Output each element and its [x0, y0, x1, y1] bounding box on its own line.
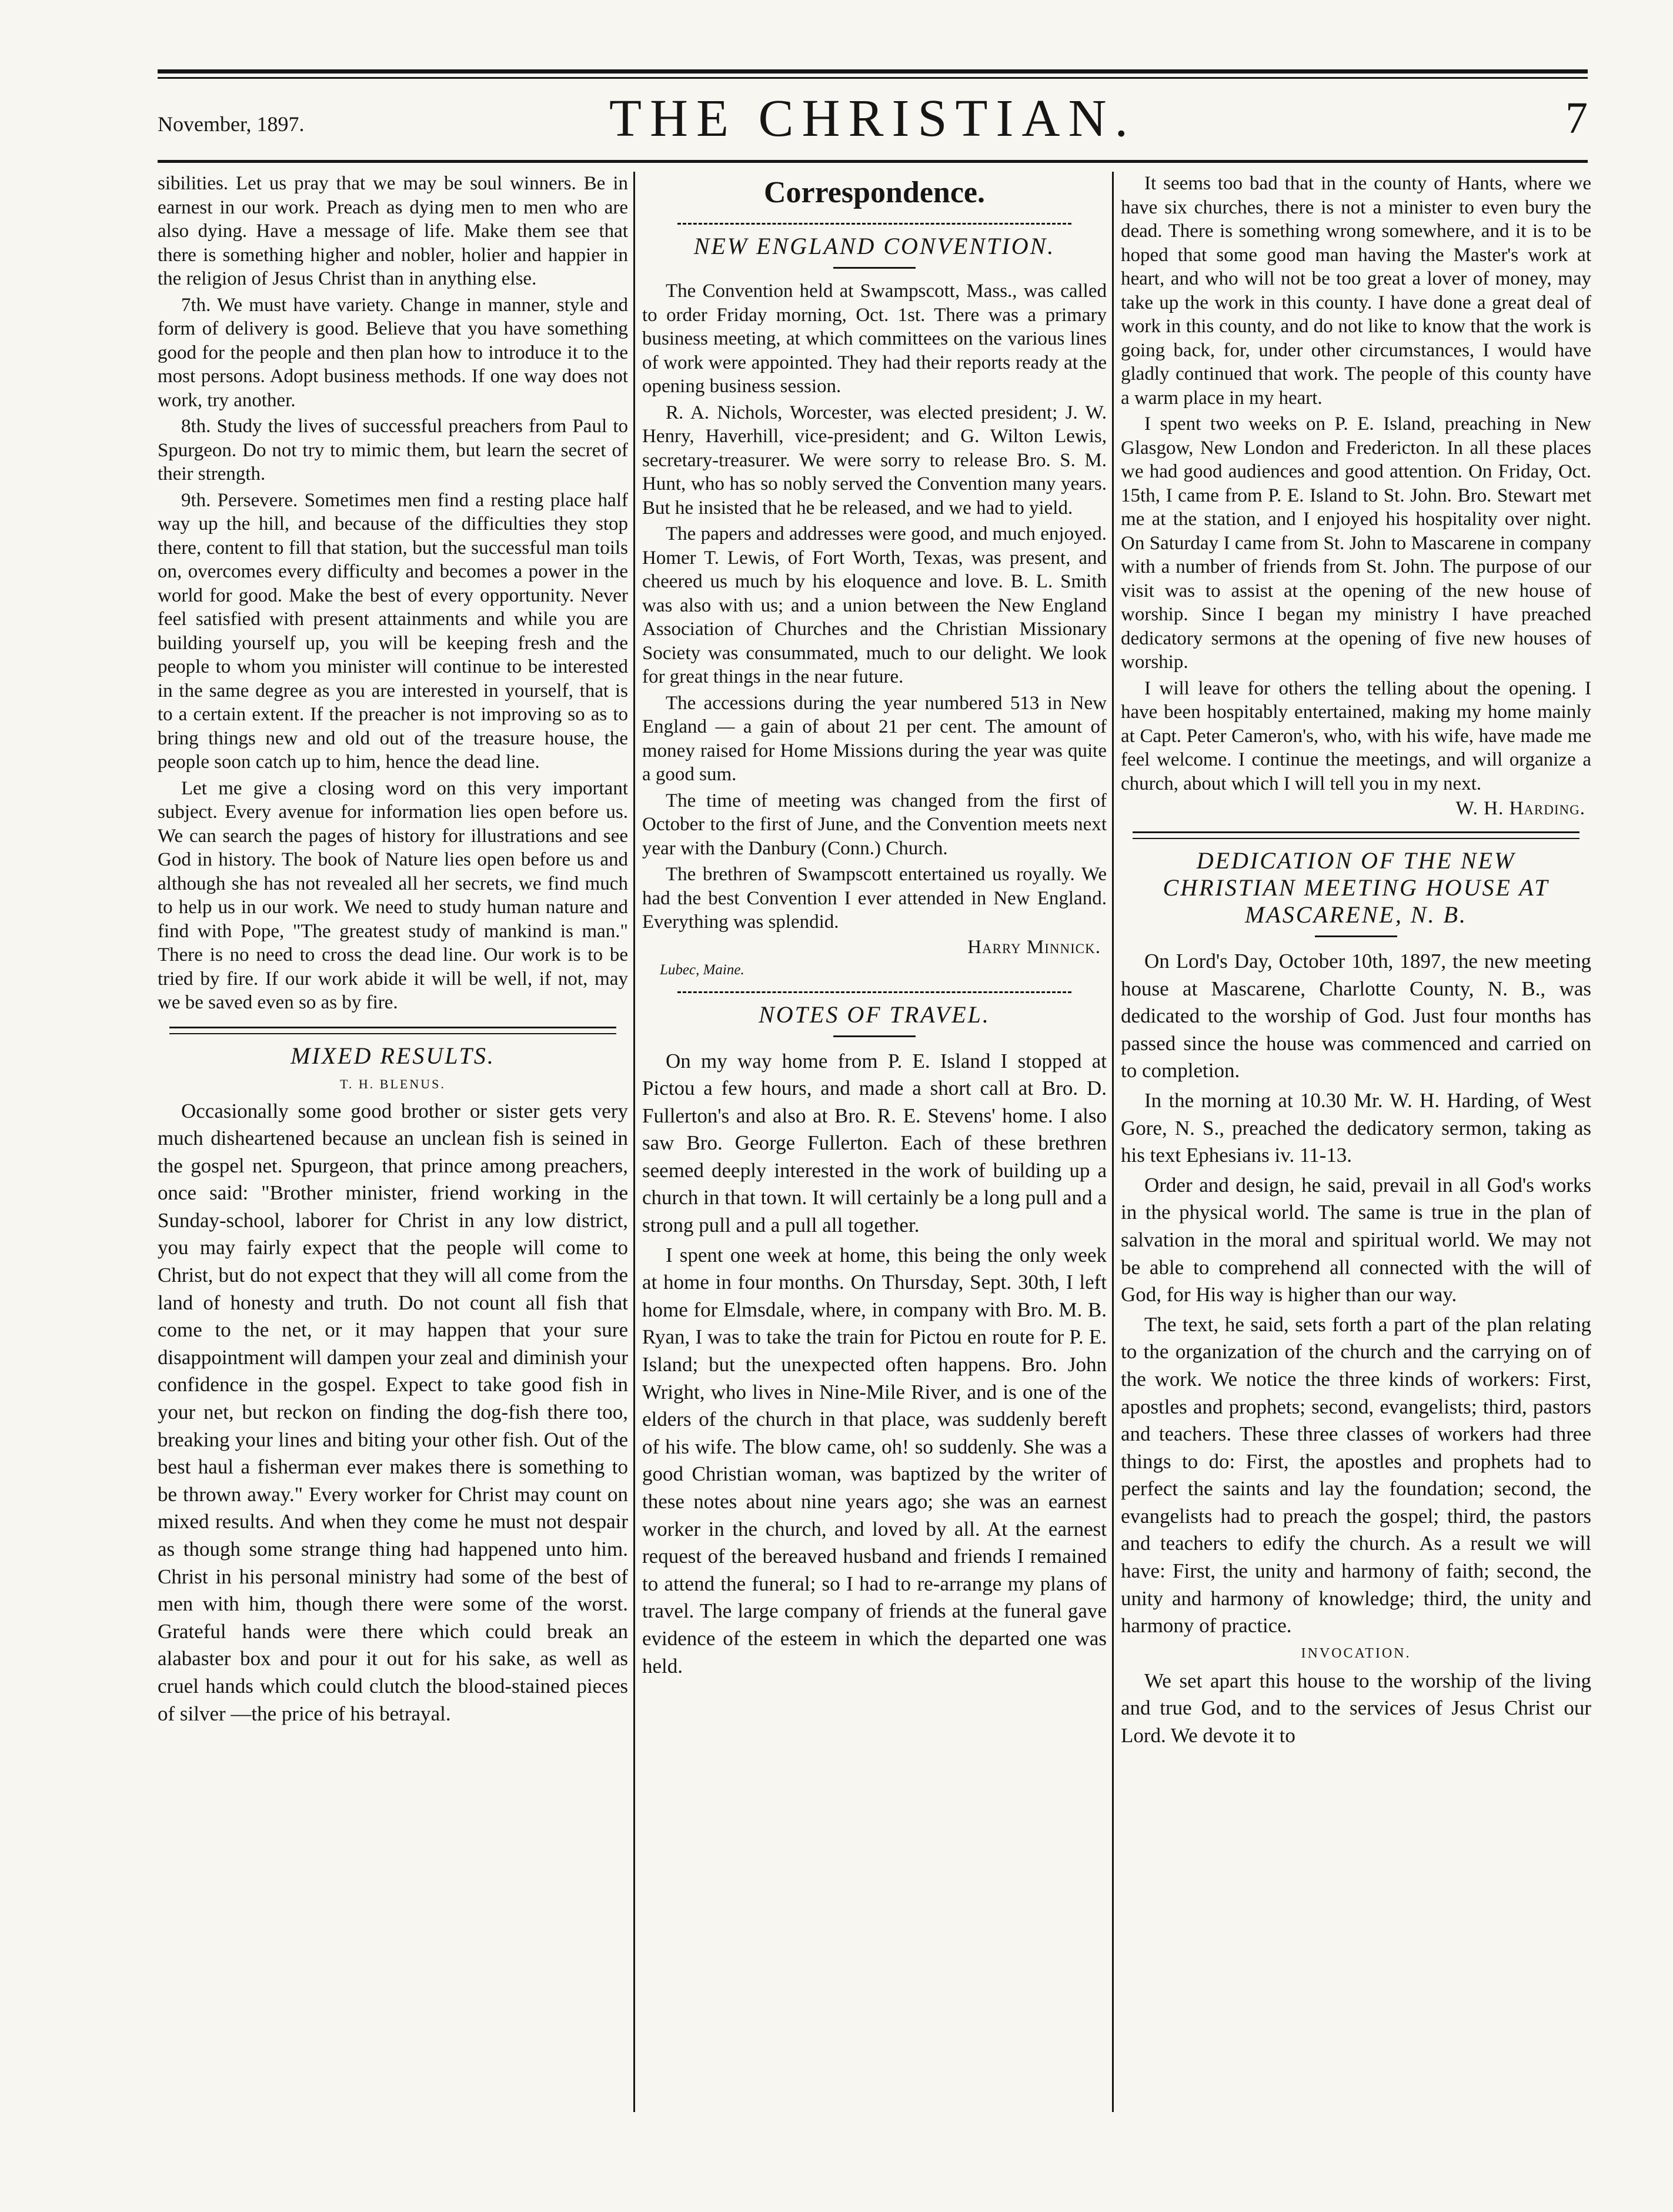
paragraph: R. A. Nichols, Worcester, was elected president; J. W. Henry, Haverhill, vice-president; and G. Wilton Lewis, secretary-treasurer. We were sorry to release Bro. S. M. Hunt, who has so nobly served the Convention many years. But he insisted that he be released, and we had to yield.	[642, 402, 1107, 519]
paragraph: It seems too bad that in the county of Hants, where we have six churches, there is not a minister to even bury the dead. There is something wrong somewhere, and it is to be hoped that some good man having the Master's work at heart, and who will not be too great a lover of money, may take up the work in this county. I have done a great deal of work in this county, and do not like to know that the work is going back, for, under other circumstances, I would have gladly continued that work. The people of this county have a warm place in my heart.	[1121, 173, 1591, 409]
author-signature: W. H. Harding.	[1455, 798, 1585, 819]
article-title-mixed-results: MIXED RESULTS.	[290, 1042, 495, 1069]
column-2	[642, 172, 1107, 2188]
paragraph: The Convention held at Swampscott, Mass., was called to order Friday morning, Oct. 1st. There was a primary business meeting, at which committees on the various lines of work were appointed. They had their reports ready at the opening business session.	[642, 280, 1107, 397]
paragraph: I spent two weeks on P. E. Island, preaching in New Glasgow, New London and Fredericton. In all these places we had good audiences and good attention. On Friday, Oct. 15th, I came from P. E. Island to St. John. Bro. Stewart met me at the station, and I enjoyed his hospitality over night. On Saturday I came from St. John to Mascarene in company with a number of friends from St. John. The purpose of our visit was to assist at the opening of the new house of worship. Since I began my ministry I have preached dedicatory sermons at the opening of five new houses of worship.	[1121, 413, 1591, 673]
paragraph: Let me give a closing word on this very important subject. Every avenue for information lies open before us. We can search the pages of history for illustrations and see God in history. The book of Nature lies open before us and although she has not revealed all her secrets, we find much to help us in our work. We need to study human nature and find with Pope, "The greatest study of mankind is man." There is no need to cross the dead line. Our work is to be tried by fire. If our work abide it will be well, if not, may we be saved even so as by fire.	[158, 777, 628, 1013]
paragraph: Order and design, he said, prevail in all God's works in the physical world. The same is true in the plan of salvation in the moral and spiritual world. We may not be able to comprehend all connected with the will of God, for His way is higher than our way.	[1121, 1173, 1591, 1307]
article-title-dedication: DEDICATION OF THE NEW CHRISTIAN MEETING HOUSE AT MASCARENE, N. B.	[1163, 847, 1550, 928]
column-divider-1	[633, 172, 635, 2112]
column-3	[1121, 172, 1591, 2188]
title-rule	[833, 267, 916, 269]
title-rule	[1315, 935, 1397, 937]
paragraph: On my way home from P. E. Island I stopped at Pictou a few hours, and made a short call at Bro. D. Fullerton's and also at Bro. R. E. Stevens' home. I also saw Bro. George Fullerton. Each of these brethren seemed deeply interested in the work of building up a church in that town. It will certainly be a long pull and a strong pull and a pull all together.	[642, 1049, 1107, 1237]
author-location: Lubec, Maine.	[660, 961, 744, 978]
subheading-invocation: INVOCATION.	[1301, 1645, 1411, 1661]
title-rule	[833, 1035, 916, 1037]
issue-date: November, 1897.	[158, 112, 305, 136]
top-rule	[158, 69, 1588, 73]
paragraph: The text, he said, sets forth a part of the plan relating to the organization of the church and the carrying on of the work. We notice the three kinds of workers: First, apostles and prophets; second, evangelists; third, pastors and teachers. These three classes of workers had three things to do: First, the apostles and prophets had to perfect the saints and lay the foundation; second, the evangelists had to preach the gospel; third, the pastors and teachers to edify the church. As a result we will have: First, the unity and harmony of faith; second, the unity and harmony of knowledge; third, the unity and harmony of practice.	[1121, 1312, 1591, 1638]
paragraph: The brethren of Swampscott entertained us royally. We had the best Convention I ever attended in New England. Everything was splendid.	[642, 864, 1107, 933]
paragraph: 8th. Study the lives of successful preachers from Paul to Spurgeon. Do not try to mimic them, but learn the secret of their strength.	[158, 416, 628, 484]
article-byline: T. H. BLENUS.	[340, 1076, 446, 1091]
author-signature: Harry Minnick.	[967, 936, 1101, 958]
masthead-rule	[158, 160, 1588, 163]
section-rule	[677, 223, 1071, 225]
page-number: 7	[1565, 93, 1588, 143]
paragraph: 7th. We must have variety. Change in manner, style and form of delivery is good. Believe that you have something good for the people and then plan how to introduce it to the most persons. Adopt business methods. If one way does not work, try another.	[158, 294, 628, 411]
paragraph: The papers and addresses were good, and much enjoyed. Homer T. Lewis, of Fort Worth, Texas, was present, and cheered us much by his eloquence and love. B. L. Smith was also with us; and a union between the New England Association of Churches and the Christian Missionary Society was consummated, much to our delight. We look for great things in the near future.	[642, 523, 1107, 687]
section-rule	[169, 1027, 616, 1034]
section-rule	[677, 991, 1071, 993]
paragraph: In the morning at 10.30 Mr. W. H. Harding, of West Gore, N. S., preached the dedicatory sermon, taking as his text Ephesians iv. 11-13.	[1121, 1088, 1591, 1167]
column-1	[158, 172, 628, 2188]
section-rule	[1133, 831, 1580, 839]
paragraph: I spent one week at home, this being the only week at home in four months. On Thursday, Sept. 30th, I left home for Elmsdale, where, in company with Bro. M. B. Ryan, I was to take the train for Pictou en route for P. E. Island; but the unexpected often happens. Bro. John Wright, who lives in Nine-Mile River, and is one of the elders of the church in that place, was suddenly bereft of his wife. The blow came, oh! so suddenly. She was a good Christian woman, was baptized by the writer of these notes about nine years ago; she was an earnest worker in the church, and loved by all. At the earnest request of the bereaved husband and friends I remained to attend the funeral; so I had to re-arrange my plans of travel. The large company of friends at the funeral gave evidence of the esteem in which the departed one was held.	[642, 1243, 1107, 1678]
section-heading-correspondence: Correspondence.	[763, 176, 985, 209]
paragraph: 9th. Persevere. Sometimes men find a resting place half way up the hill, and because of the difficulties they stop there, content to fill that station, but the successful man toils on, overcomes every difficulty and becomes a power in the world for good. Make the best of every opportunity. Never feel satisfied with present attainments and while you are building yourself up, you will be keeping fresh and the people to whom you minister will continue to be interested in the same degree as you are interested in yourself, that is to a certain extent. If the preacher is not improving so as to bring things new and old out of the treasure house, the people soon catch up to him, hence the dead line.	[158, 489, 628, 773]
column-divider-2	[1112, 172, 1114, 2112]
paragraph: I will leave for others the telling about the opening. I have been hospitably entertained, making my home mainly at Capt. Peter Cameron's, who, with his wife, have made me feel welcome. I continue the meetings, and will organize a church, about which I will tell you in my next.	[1121, 677, 1591, 794]
article-title-notes-of-travel: NOTES OF TRAVEL.	[759, 1001, 990, 1028]
paragraph: The time of meeting was changed from the first of October to the first of June, and the Convention meets next year with the Danbury (Conn.) Church.	[642, 790, 1107, 859]
top-rule-thin	[158, 77, 1588, 79]
paragraph: sibilities. Let us pray that we may be soul winners. Be in earnest in our work. Preach as dying men to men who are also dying. Have a message of life. Make them see that there is something higher and nobler, holier and happier in the religion of Jesus Christ than in anything else.	[158, 173, 628, 289]
paragraph: We set apart this house to the worship of the living and true God, and to the services of Jesus Christ our Lord. We devote it to	[1121, 1669, 1591, 1747]
paragraph: The accessions during the year numbered 513 in New England — a gain of about 21 per cent. The amount of money raised for Home Missions during the year was quite a good sum.	[642, 692, 1107, 785]
masthead	[158, 88, 1588, 153]
newspaper-title: THE CHRISTIAN.	[609, 89, 1136, 148]
article-title-new-england-convention: NEW ENGLAND CONVENTION.	[693, 233, 1056, 259]
paragraph: On Lord's Day, October 10th, 1897, the new meeting house at Mascarene, Charlotte County, N. B., was dedicated to the worship of God. Just four months has passed since the house was commenced and carried on to completion.	[1121, 950, 1591, 1082]
paragraph: Occasionally some good brother or sister gets very much disheartened because an unclean fish is seined in the gospel net. Spurgeon, that prince among preachers, once said: "Brother minister, friend working in the Sunday-school, laborer for Christ in any low district, you may fairly expect that the people will come to Christ, but do not expect that they will all come from the land of honesty and truth. Do not count all fish that come to the net, or it may happen that your sure disappointment will dampen your zeal and diminish your confidence in the gospel. Expect to take good fish in your net, but reckon on finding the dog-fish there too, breaking your lines and biting your other fish. Out of the best haul a fisherman ever makes there is something to be thrown away." Every worker for Christ may count on mixed results. And when they come he must not despair as though some strange thing had happened unto him. Christ in his personal ministry had some of the best of men with him, though there were some of the worst. Grateful hands were there which could break an alabaster box and pour it out for his sake, as well as cruel hands which could clutch the blood-stained pieces of silver —the price of his betrayal.	[158, 1099, 628, 1725]
